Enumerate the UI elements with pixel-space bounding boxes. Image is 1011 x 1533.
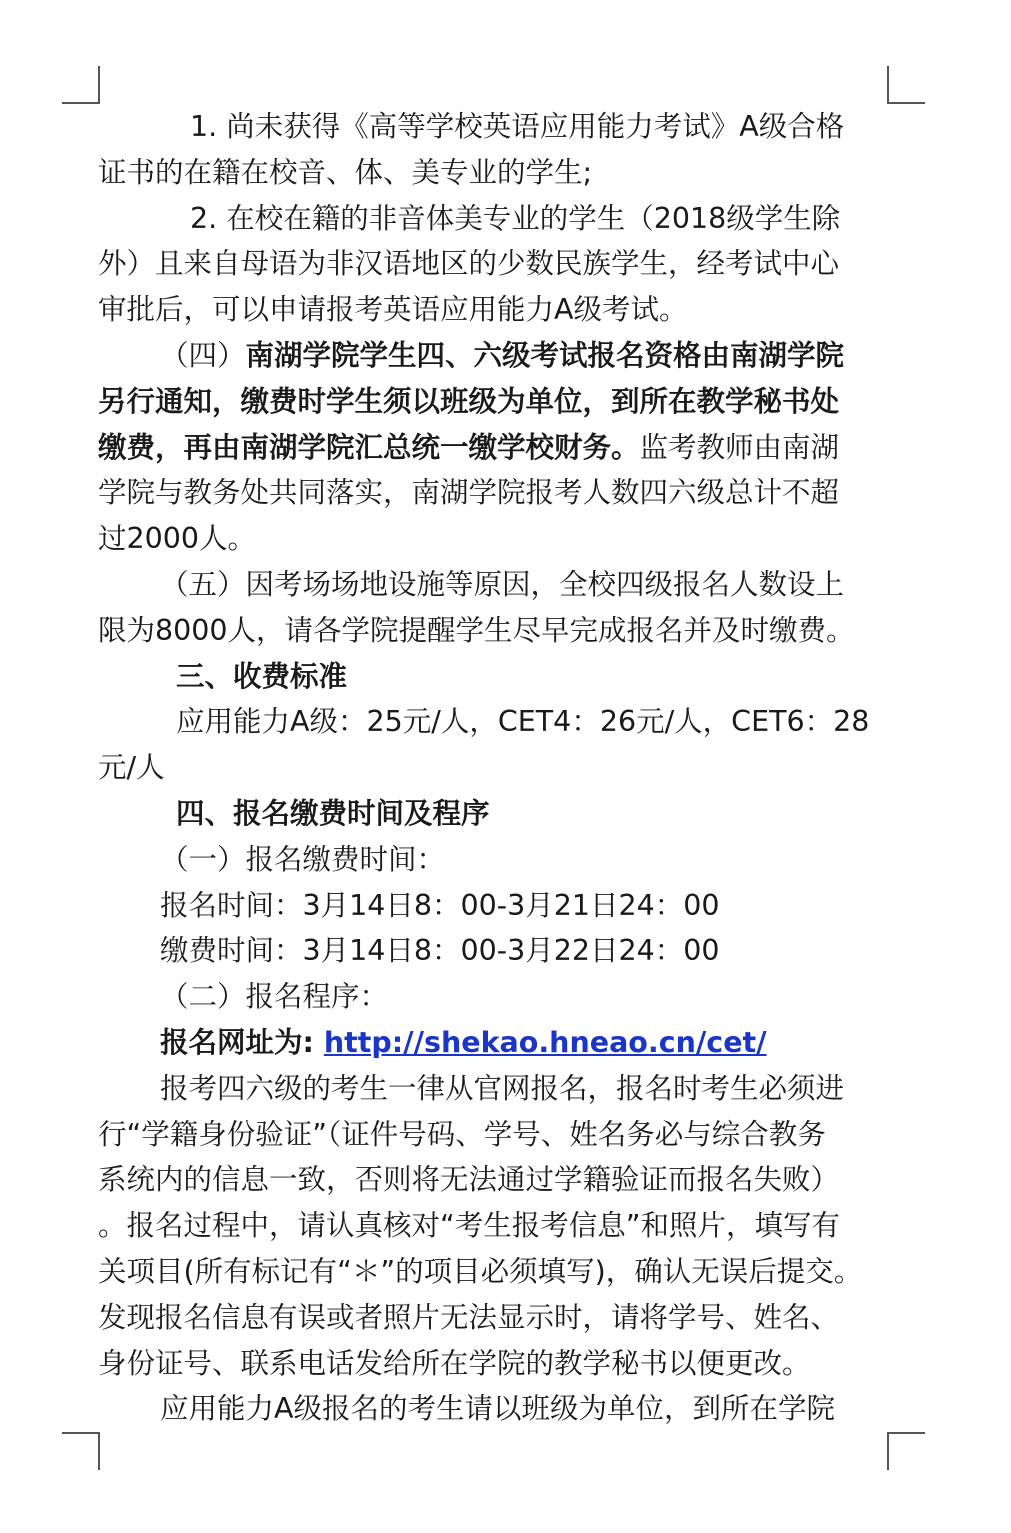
section4-bold-end: 缴费，再由南湖学院汇总统一缴学校财务。 bbox=[98, 430, 640, 464]
item1-line1: 1. 尚未获得《高等学校英语应用能力考试》A级合格 bbox=[190, 110, 845, 143]
item2-line1: 2. 在校在籍的非音体美专业的学生（2018级学生除 bbox=[190, 201, 841, 235]
heading-registration-procedure: 四、报名缴费时间及程序 bbox=[176, 796, 490, 830]
page-corner-mark-bottom-right bbox=[887, 1432, 925, 1470]
payment-time: 缴费时间：3月14日8：00-3月22日24：00 bbox=[160, 934, 720, 968]
procedure-line4: 。报名过程中，请认真核对“考生报考信息”和照片，填写有 bbox=[98, 1209, 841, 1243]
section4-line3 bbox=[98, 425, 898, 471]
fees-line1: 应用能力A级：25元/人，CET4：26元/人，CET6：28 bbox=[176, 705, 870, 739]
fees-line2: 元/人 bbox=[98, 751, 165, 785]
page-corner-mark-top-left bbox=[62, 66, 100, 104]
section4-line4: 学院与教务处共同落实，南湖学院报考人数四六级总计不超 bbox=[98, 476, 840, 510]
item2-line3: 审批后，可以申请报考英语应用能力A级考试。 bbox=[98, 293, 688, 327]
registration-time: 报名时间：3月14日8：00-3月21日24：00 bbox=[160, 888, 720, 922]
item1-line2: 证书的在籍在校音、体、美专业的学生; bbox=[98, 155, 593, 189]
registration-url-line bbox=[98, 1020, 898, 1066]
page-corner-mark-top-right bbox=[887, 66, 925, 104]
procedure-line6: 发现报名信息有误或者照片无法显示时，请将学号、姓名、 bbox=[98, 1300, 840, 1334]
section4-line1 bbox=[98, 333, 898, 379]
page-corner-mark-bottom-left bbox=[62, 1432, 100, 1470]
procedure-line3: 系统内的信息一致，否则将无法通过学籍验证而报名失败） bbox=[98, 1163, 840, 1197]
procedure-line2: 行“学籍身份验证”（证件号码、学号、姓名务必与综合教务 bbox=[98, 1117, 826, 1151]
url-label: 报名网址为: bbox=[160, 1025, 324, 1059]
section4-number: （四） bbox=[160, 338, 246, 372]
sub-heading-time: （一）报名缴费时间： bbox=[160, 842, 446, 876]
document-body bbox=[98, 104, 898, 1432]
section4-line2: 另行通知，缴费时学生须以班级为单位，到所在教学秘书处 bbox=[98, 384, 840, 418]
section4-bold-text: 南湖学院学生四、六级考试报名资格由南湖学院 bbox=[245, 338, 845, 372]
last-line: 应用能力A级报名的考生请以班级为单位，到所在学院 bbox=[160, 1392, 835, 1426]
section4-plain-text: 监考教师由南湖 bbox=[639, 430, 840, 464]
procedure-line7: 身份证号、联系电话发给所在学院的教学秘书以便更改。 bbox=[98, 1346, 811, 1380]
section5-line2: 限为8000人，请各学院提醒学生尽早完成报名并及时缴费。 bbox=[98, 613, 855, 647]
registration-url-link[interactable]: http://shekao.hneao.cn/cet/ bbox=[323, 1025, 767, 1059]
section4-line5: 过2000人。 bbox=[98, 522, 257, 556]
item2-line2: 外）且来自母语为非汉语地区的少数民族学生，经考试中心 bbox=[98, 247, 840, 281]
procedure-line5: 关项目(所有标记有“＊”的项目必须填写)，确认无误后提交。 bbox=[98, 1254, 863, 1288]
section5-line1: （五）因考场场地设施等原因，全校四级报名人数设上 bbox=[160, 567, 845, 601]
heading-fee-standard: 三、收费标准 bbox=[176, 659, 348, 693]
procedure-line1: 报考四六级的考生一律从官网报名，报名时考生必须进 bbox=[160, 1071, 845, 1105]
sub-heading-procedure: （二）报名程序： bbox=[160, 980, 389, 1014]
